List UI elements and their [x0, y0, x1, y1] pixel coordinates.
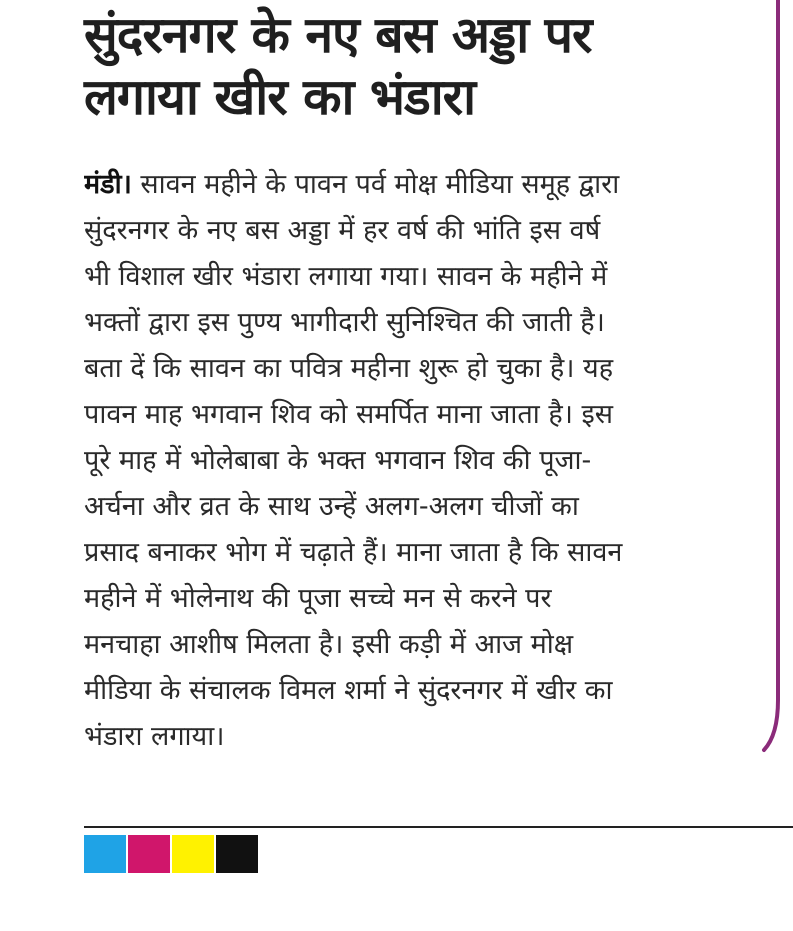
body-line-1 — [84, 162, 758, 208]
body-line-10: महीने में भोलेनाथ की पूजा सच्चे मन से करने पर — [84, 583, 552, 614]
body-line-12: मीडिया के संचालक विमल शर्मा ने सुंदरनगर में खीर का — [84, 675, 613, 706]
bottom-rule — [84, 826, 793, 828]
body-line-13: भंडारा लगाया। — [84, 721, 225, 752]
body-line-9: प्रसाद बनाकर भोग में चढ़ाते हैं। माना जाता है कि सावन — [84, 537, 623, 568]
magenta-swatch — [128, 835, 170, 873]
body-line-7: पूरे माह में भोलेबाबा के भक्त भगवान शिव की पूजा- — [84, 445, 592, 476]
body-line-3: भी विशाल खीर भंडारा लगाया गया। सावन के महीने में — [84, 261, 608, 292]
body-line-6: पावन माह भगवान शिव को समर्पित माना जाता है। इस — [84, 399, 614, 430]
yellow-swatch — [172, 835, 214, 873]
dateline: मंडी। — [84, 169, 132, 200]
headline-line-2: लगाया खीर का भंडारा — [84, 68, 476, 126]
body-line-2: सुंदरनगर के नए बस अड्डा में हर वर्ष की भांति इस वर्ष — [84, 215, 601, 246]
body-line-5: बता दें कि सावन का पवित्र महीना शुरू हो चुका है। यह — [84, 353, 614, 384]
cyan-swatch — [84, 835, 126, 873]
registration-color-bar — [84, 835, 258, 873]
body-line-8: अर्चना और व्रत के साथ उन्हें अलग-अलग चीजों का — [84, 491, 579, 522]
article-body — [84, 162, 758, 760]
headline — [84, 4, 724, 128]
body-line-1-text: सावन महीने के पावन पर्व मोक्ष मीडिया समूह द्वारा — [131, 169, 620, 200]
headline-line-1: सुंदरनगर के नए बस अड्डा पर — [84, 6, 592, 64]
body-line-11: मनचाहा आशीष मिलता है। इसी कड़ी में आज मोक्ष — [84, 629, 574, 660]
black-swatch — [216, 835, 258, 873]
body-line-4: भक्तों द्वारा इस पुण्य भागीदारी सुनिश्चित की जाती है। — [84, 307, 605, 338]
